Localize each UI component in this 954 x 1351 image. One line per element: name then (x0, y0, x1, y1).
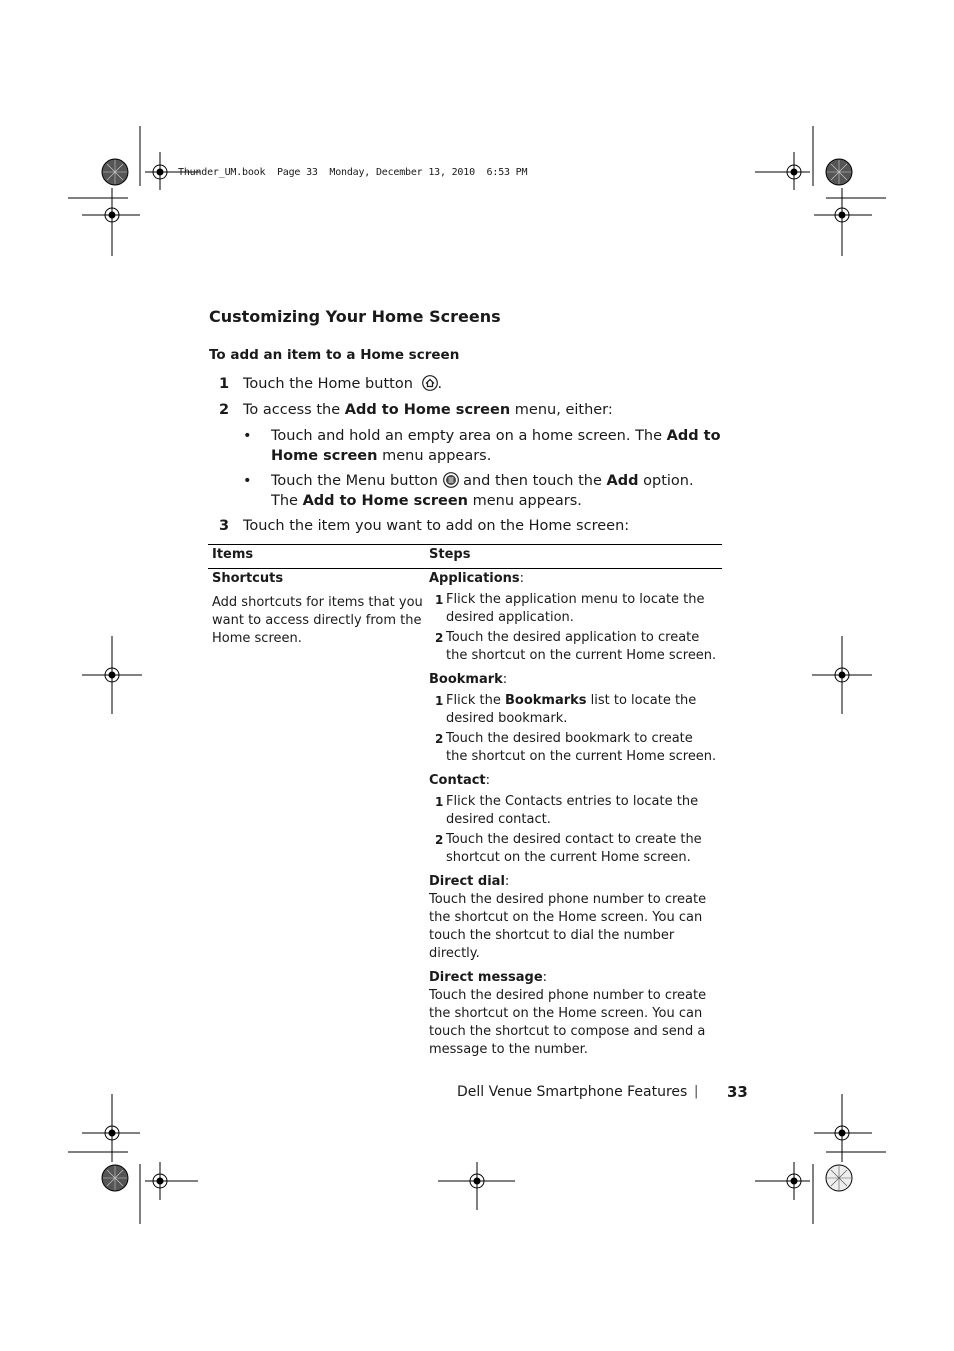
bullet-mark: • (243, 428, 252, 444)
item-name: Shortcuts (212, 571, 284, 586)
list-number: 1 (435, 795, 444, 809)
list-item (429, 730, 716, 766)
para-line: the shortcut on the Home screen. You can (429, 1006, 703, 1021)
step-text-post: menu, either: (510, 402, 613, 418)
bullet-text (271, 472, 694, 511)
item-description (212, 594, 423, 648)
bullet-1 (243, 427, 721, 464)
stamp-file: Thunder_UM.book (178, 167, 266, 178)
list-line: Flick the Contacts entries to locate the (446, 794, 699, 809)
item-description-line: Add shortcuts for items that you (212, 595, 423, 610)
stamp-page: Page 33 (276, 167, 318, 178)
bullet-text-pre-2: The (271, 492, 303, 509)
group-bookmark (429, 671, 716, 766)
list-item (429, 831, 716, 867)
item-description-line: Home screen. (212, 631, 302, 646)
bullet-text-post: menu appears. (377, 447, 492, 464)
para-line: Touch the desired phone number to create (429, 988, 707, 1003)
step-2 (219, 401, 613, 421)
list-line: the shortcut on the current Home screen. (446, 648, 717, 663)
list-line-pre: Flick the (446, 693, 505, 708)
step-number: 2 (219, 402, 230, 418)
para-line: message to the number. (429, 1042, 588, 1057)
group-direct-dial (429, 873, 716, 963)
para-line: Touch the desired phone number to create (429, 892, 707, 907)
bullet-text-bold: Add (606, 473, 639, 489)
table-header-items: Items (212, 547, 254, 562)
list-item (429, 692, 716, 728)
step-1 (219, 375, 443, 395)
list-item (429, 793, 716, 829)
list-line-bold: Bookmarks (504, 693, 587, 708)
section-title: Customizing Your Home Screens (209, 307, 501, 326)
group-direct-message (429, 969, 716, 1059)
group-applications (429, 570, 716, 665)
stamp-time: 6:53 PM (486, 167, 528, 178)
group-title: Direct message (429, 970, 543, 985)
list-line: desired contact. (446, 812, 551, 827)
bullet-text-mid: and then touch the (458, 473, 607, 489)
list-line: Touch the desired contact to create the (446, 832, 702, 847)
table-header-steps: Steps (429, 547, 471, 562)
para-line: the shortcut on the Home screen. You can (429, 910, 703, 925)
para-line: touch the shortcut to dial the number (429, 928, 675, 943)
bullet-text-bold: Add to (666, 428, 721, 444)
page-number: 33 (727, 1083, 748, 1101)
table-top-rule (208, 544, 722, 545)
list-number: 2 (435, 833, 444, 847)
group-contact (429, 772, 716, 867)
stamp-date: Monday, December 13, 2010 (329, 167, 475, 178)
bullet-text-pre: Touch the Menu button (271, 473, 443, 489)
step-number: 3 (219, 518, 230, 534)
group-colon: : (485, 773, 491, 788)
step-3 (219, 517, 630, 537)
bullet-mark: • (243, 473, 252, 489)
group-title: Bookmark (429, 672, 503, 687)
bullet-text-bold-2: Add to Home screen (302, 492, 469, 509)
menu-button-icon (443, 472, 459, 488)
list-number: 1 (435, 593, 444, 607)
list-number: 2 (435, 631, 444, 645)
list-line: Flick the application menu to locate the (446, 592, 705, 607)
footer-separator: | (694, 1084, 699, 1099)
bullet-text (271, 427, 721, 466)
step-text-pre: To access the (243, 402, 345, 418)
list-line: shortcut on the current Home screen. (446, 850, 691, 865)
group-colon: : (542, 970, 548, 985)
list-line: desired application. (446, 610, 574, 625)
steps-column (429, 570, 716, 1059)
table-header-rule (208, 568, 722, 569)
list-line: the shortcut on the current Home screen. (446, 749, 717, 764)
item-description-line: want to access directly from the (212, 613, 422, 628)
list-number: 2 (435, 732, 444, 746)
book-stamp (178, 167, 527, 178)
group-colon: : (502, 672, 508, 687)
step-text (243, 375, 442, 395)
bullet-text-bold-2: Home screen (271, 447, 378, 464)
footer-chapter: Dell Venue Smartphone Features (457, 1084, 688, 1100)
bullet-2 (243, 472, 694, 509)
bullet-text-pre: Touch and hold an empty area on a home screen. The (271, 428, 667, 444)
step-number: 1 (219, 376, 230, 392)
home-button-icon (422, 375, 438, 391)
list-line-post: list to locate the (586, 693, 697, 708)
para-line: directly. (429, 946, 480, 961)
group-title: Contact (429, 773, 486, 788)
step-text-bold: Add to Home screen (344, 402, 511, 418)
group-title: Direct dial (429, 874, 505, 889)
bullet-text-post-2: menu appears. (468, 492, 582, 509)
list-line: Touch the desired application to create (446, 630, 700, 645)
step-text (243, 401, 613, 421)
list-line: desired bookmark. (446, 711, 568, 726)
procedure-title: To add an item to a Home screen (209, 347, 460, 363)
group-colon: : (519, 571, 525, 586)
para-line: touch the shortcut to compose and send a (429, 1024, 706, 1039)
list-item (429, 591, 716, 627)
group-colon: : (504, 874, 510, 889)
step-text: Touch the item you want to add on the Home screen: (243, 518, 630, 534)
step-text-post: . (437, 376, 443, 392)
bullet-text-post: option. (638, 473, 694, 489)
list-number: 1 (435, 694, 444, 708)
step-text-pre: Touch the Home button (243, 376, 413, 392)
list-line: Touch the desired bookmark to create (446, 731, 693, 746)
group-title: Applications (429, 571, 520, 586)
list-item (429, 629, 716, 665)
